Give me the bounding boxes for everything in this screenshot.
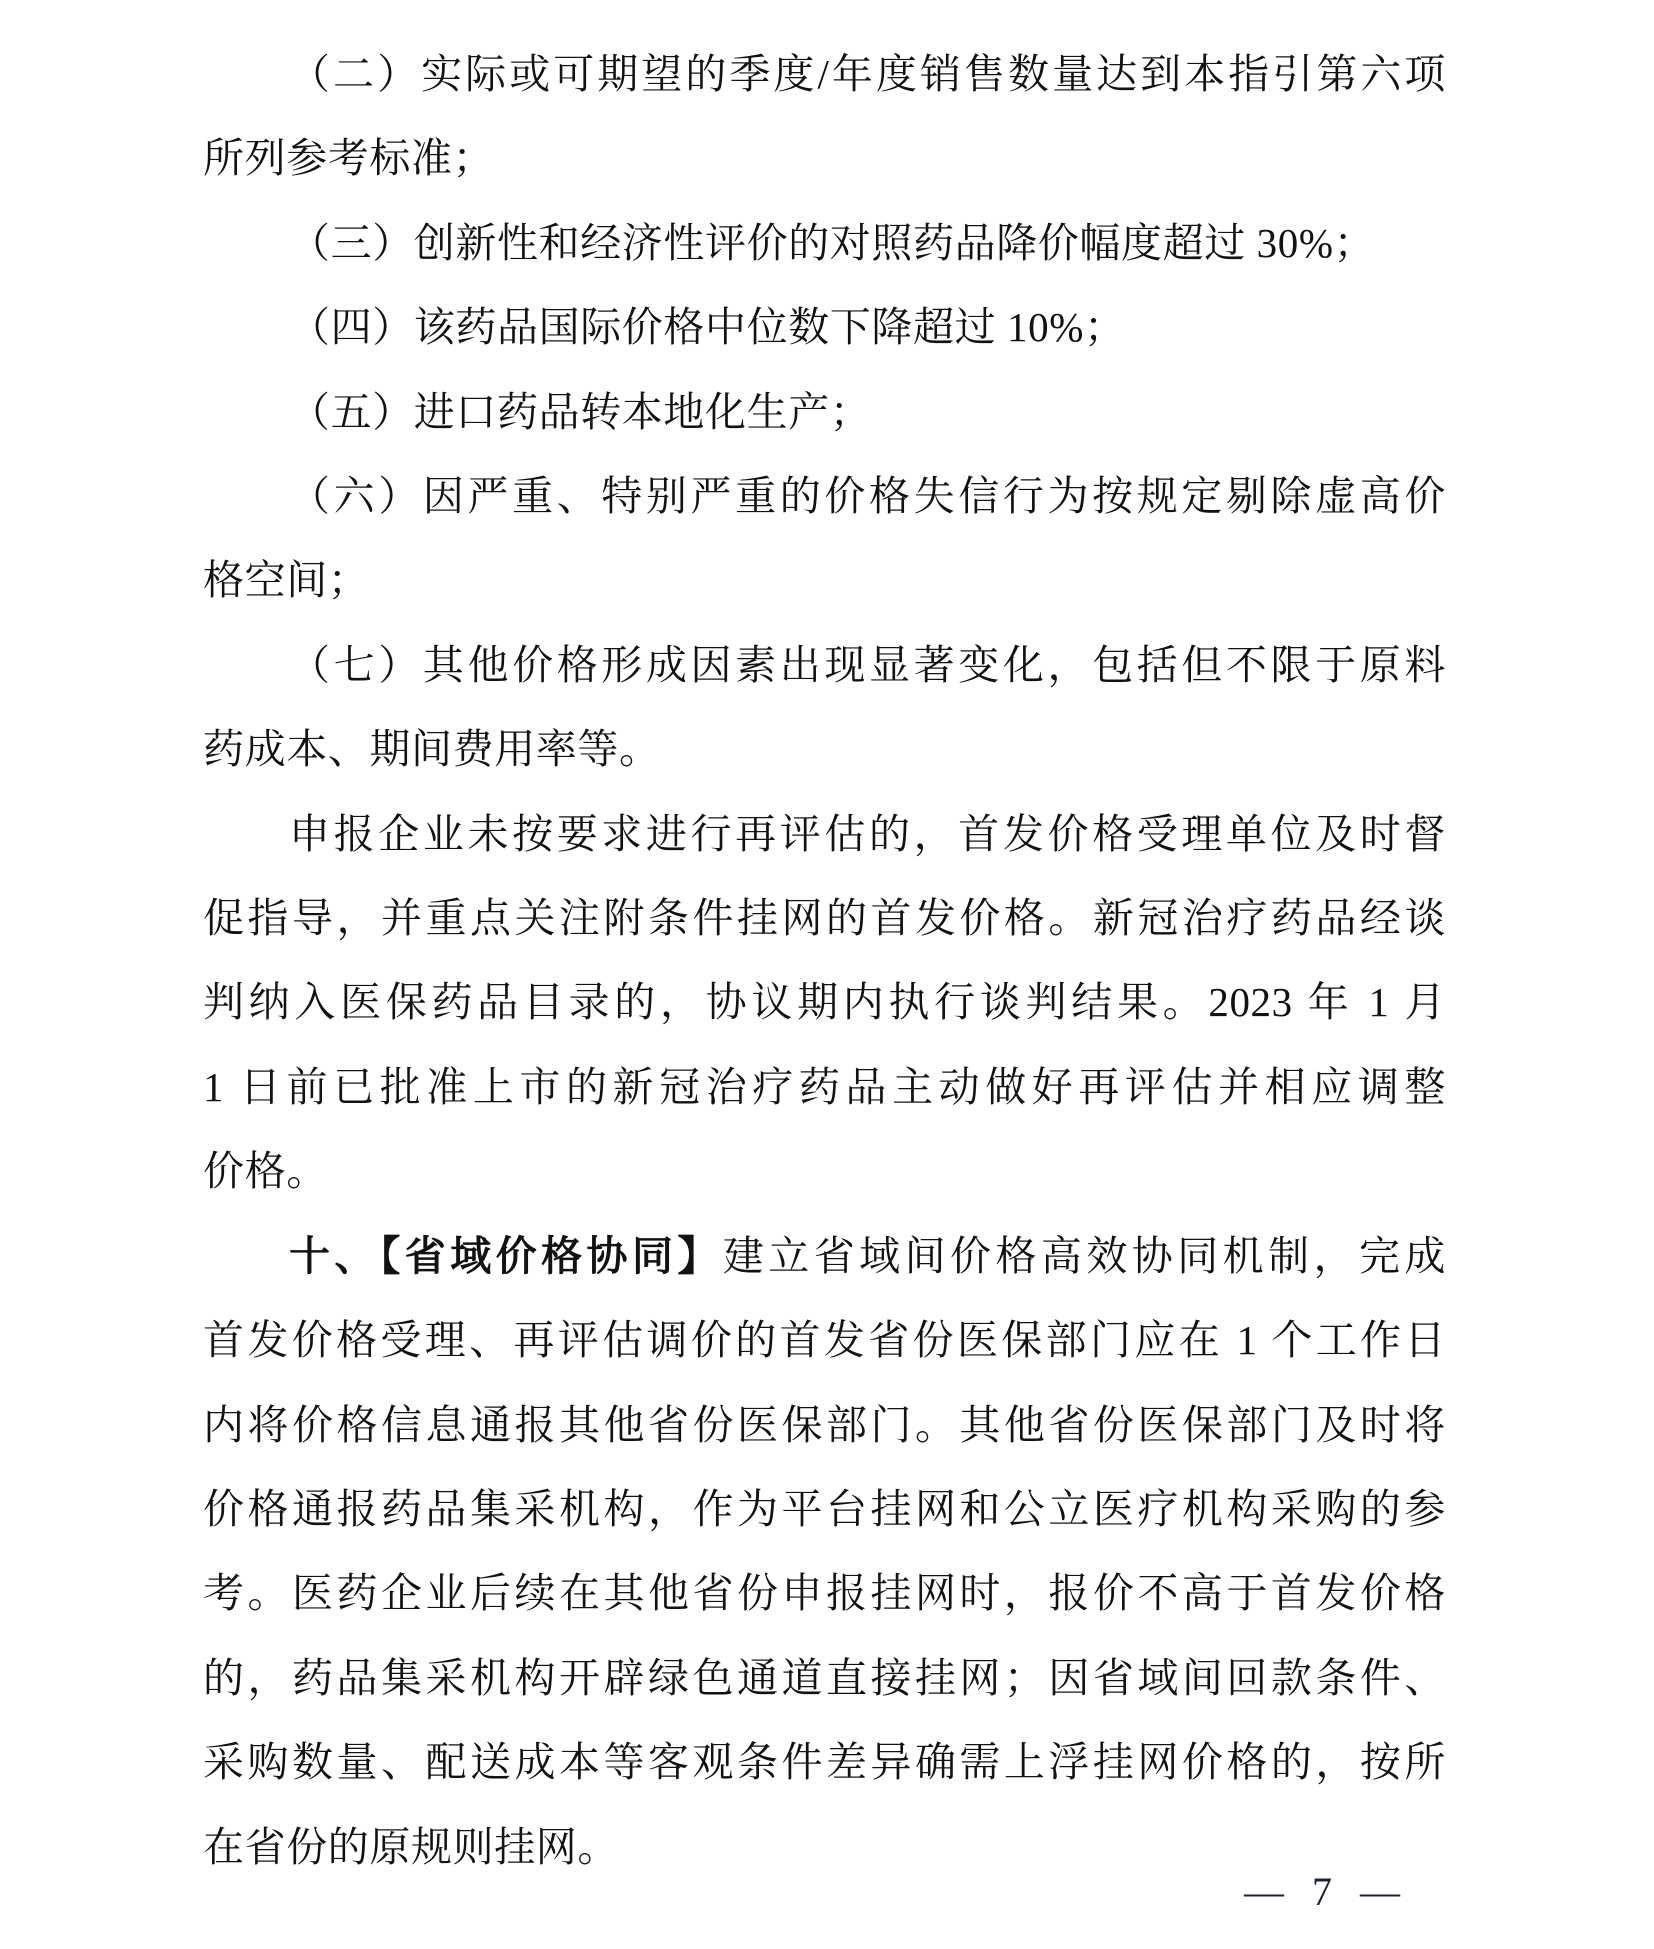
text-line (203, 201, 1446, 285)
text-line section-heading-line (203, 1214, 1446, 1298)
line-text: 首发价格受理、再评估调价的首发省份医保部门应在 1 个工作日 (203, 1317, 1446, 1364)
line-text: 1 日前已批准上市的新冠治疗药品主动做好再评估并相应调整 (203, 1063, 1447, 1110)
line-text: （二）实际或可期望的季度/年度销售数量达到本指引第六项 (289, 51, 1446, 97)
text-line (203, 116, 1446, 200)
section-heading: 十、【省域价格协同】 (289, 1232, 723, 1279)
line-text: 促指导，并重点关注附条件挂网的首发价格。新冠治疗药品经谈 (203, 895, 1446, 942)
text-line (203, 1045, 1446, 1129)
line-text: 在省份的原规则挂网。 (203, 1823, 619, 1870)
text-line (203, 1636, 1446, 1720)
document-body (203, 32, 1446, 1889)
line-text: 判纳入医保药品目录的，协议期内执行谈判结果。2023 年 1 月 (203, 979, 1446, 1026)
line-text: （四）该药品国际价格中位数下降超过 10%； (289, 304, 1126, 351)
line-text: （三）创新性和经济性评价的对照药品降价幅度超过 30%； (289, 219, 1376, 266)
line-text: 药成本、期间费用率等。 (203, 726, 661, 773)
line-text: 的，药品集采机构开辟绿色通道直接挂网；因省域间回款条件、 (203, 1654, 1446, 1701)
text-line (203, 960, 1446, 1044)
text-line (203, 1298, 1446, 1382)
line-text: 格空间； (203, 557, 370, 604)
text-line (203, 707, 1446, 791)
line-text: （五）进口药品转本地化生产； (289, 388, 872, 435)
text-line (203, 285, 1446, 369)
line-text: （七）其他价格形成因素出现显著变化，包括但不限于原料 (289, 641, 1446, 688)
line-text: 建立省域间价格高效协同机制，完成 (722, 1232, 1446, 1279)
page-number: — 7 — (1244, 1869, 1402, 1914)
text-line (203, 538, 1446, 622)
text-line (203, 876, 1446, 960)
line-text: 考。医药企业后续在其他省份申报挂网时，报价不高于首发价格 (203, 1570, 1446, 1617)
text-line (203, 1383, 1446, 1467)
line-text: 内将价格信息通报其他省份医保部门。其他省份医保部门及时将 (203, 1401, 1446, 1448)
line-text: 采购数量、配送成本等客观条件差异确需上浮挂网价格的，按所 (203, 1739, 1446, 1786)
text-line (203, 1720, 1446, 1804)
text-line (203, 1467, 1446, 1551)
line-text: 申报企业未按要求进行再评估的，首发价格受理单位及时督 (289, 810, 1446, 857)
line-text: 所列参考标准； (203, 135, 495, 182)
text-line (203, 32, 1446, 116)
line-text: 价格通报药品集采机构，作为平台挂网和公立医疗机构采购的参 (203, 1485, 1446, 1532)
text-line (203, 792, 1446, 876)
text-line (203, 454, 1446, 538)
line-text: （六）因严重、特别严重的价格失信行为按规定剔除虚高价 (289, 473, 1446, 520)
text-line (203, 370, 1446, 454)
text-line (203, 623, 1446, 707)
text-line (203, 1129, 1446, 1213)
text-line (203, 1551, 1446, 1635)
line-text: 价格。 (203, 1148, 328, 1195)
